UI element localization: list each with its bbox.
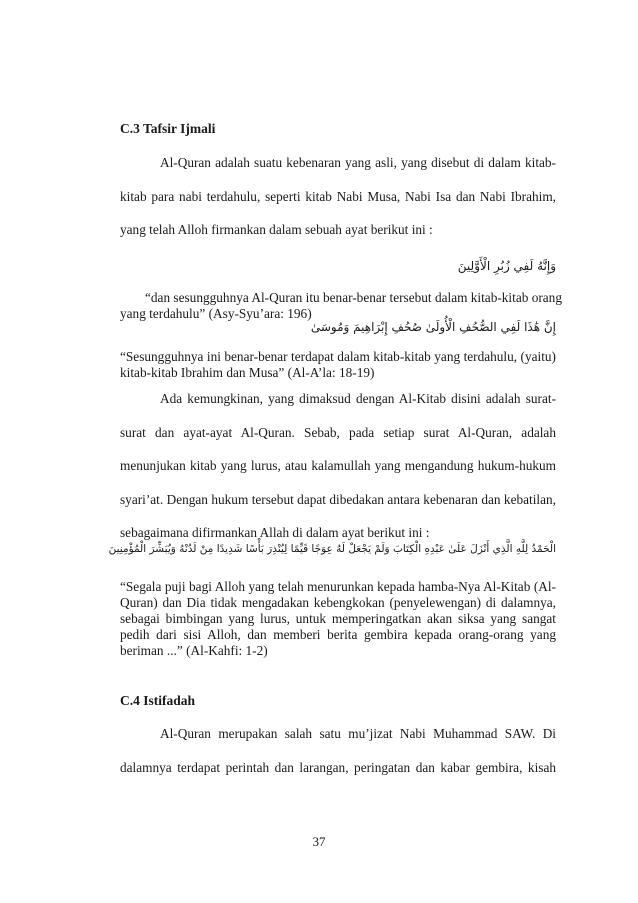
arabic-verse-1: وَإِنَّهُ لَفِي زُبُرِ الْأَوَّلِينَ [457,259,556,273]
text-line: menunjukan kitab yang lurus, atau kalamullah yang mengandung hukum-hukum [120,458,556,473]
text-line: Al-Quran merupakan salah satu mu’jizat Nabi Muhammad SAW. Di [160,726,556,741]
text-line: beriman ...” (Al-Kahfi: 1-2) [120,643,268,658]
translation-2 [120,349,556,381]
text-line: “dan sesungguhnya Al-Quran itu benar-benar tersebut dalam kitab-kitab orang [145,290,562,305]
text-line: syari’at. Dengan hukum tersebut dapat dibedakan antara kebenaran dan kebatilan, [120,491,556,507]
page-number: 37 [312,834,326,849]
section-heading-c3: C.3 Tafsir Ijmali [120,121,216,136]
paragraph-c4-intro [120,717,556,784]
translation-3 [120,579,556,659]
text-line: Al-Quran adalah suatu kebenaran yang asli, yang disebut di dalam kitab- [160,155,556,170]
paragraph-c3-intro [120,146,556,247]
text-line: Quran) dan Dia tidak mengadakan kebengkokan (penyelewengan) di dalamnya, [120,595,556,610]
text-line: pedih dari sisi Alloh, dan memberi berita gembira kepada orang-orang yang [120,627,556,642]
text-line: yang telah Alloh firmankan dalam sebuah ayat berikut ini : [120,222,433,237]
text-line: “Sesungguhnya ini benar-benar terdapat dalam kitab-kitab yang terdahulu, (yaitu) [120,349,556,364]
text-line: kitab para nabi terdahulu, seperti kitab Nabi Musa, Nabi Isa dan Nabi Ibrahim, [120,188,556,204]
section-heading-c4: C.4 Istifadah [120,693,196,708]
text-line: “Segala puji bagi Alloh yang telah menurunkan kepada hamba-Nya Al-Kitab (Al- [120,579,556,594]
text-line: sebagai bimbingan yang lurus, untuk memperingatkan akan siksa yang sangat [120,611,556,626]
text-line: dalamnya terdapat perintah dan larangan, peringatan dan kabar gembira, kisah [120,759,556,775]
arabic-verse-3: الْحَمْدُ لِلَّهِ الَّذِي أَنْزَلَ عَلَىٰ عَبْدِهِ الْكِتَابَ وَلَمْ يَجْعَلْ لَهُ عِوَجًا قَيِّمًا لِيُنْذِرَ بَأْسًا شَدِيدًا مِنْ لَدُنْهُ وَيُبَشِّرَ الْمُؤْمِنِينَ [108,543,556,555]
text-line: kitab-kitab Ibrahim dan Musa” (Al-A’la: 18-19) [120,365,375,380]
text-line: surat dan ayat-ayat Al-Quran. Sebab, pada setiap surat Al-Quran, adalah [120,424,556,440]
text-line: Ada kemungkinan, yang dimaksud dengan Al-Kitab disini adalah surat- [160,391,556,406]
text-line: yang terdahulu” (Asy-Syu’ara: 196) [120,306,312,321]
text-line: sebagaimana difirmankan Allah di dalam ayat berikut ini : [120,525,430,540]
paragraph-c3-kitab [120,382,556,550]
arabic-verse-2: إِنَّ هَٰذَا لَفِي الصُّحُفِ الْأُولَىٰ صُحُفِ إِبْرَاهِيمَ وَمُوسَىٰ [310,320,556,334]
